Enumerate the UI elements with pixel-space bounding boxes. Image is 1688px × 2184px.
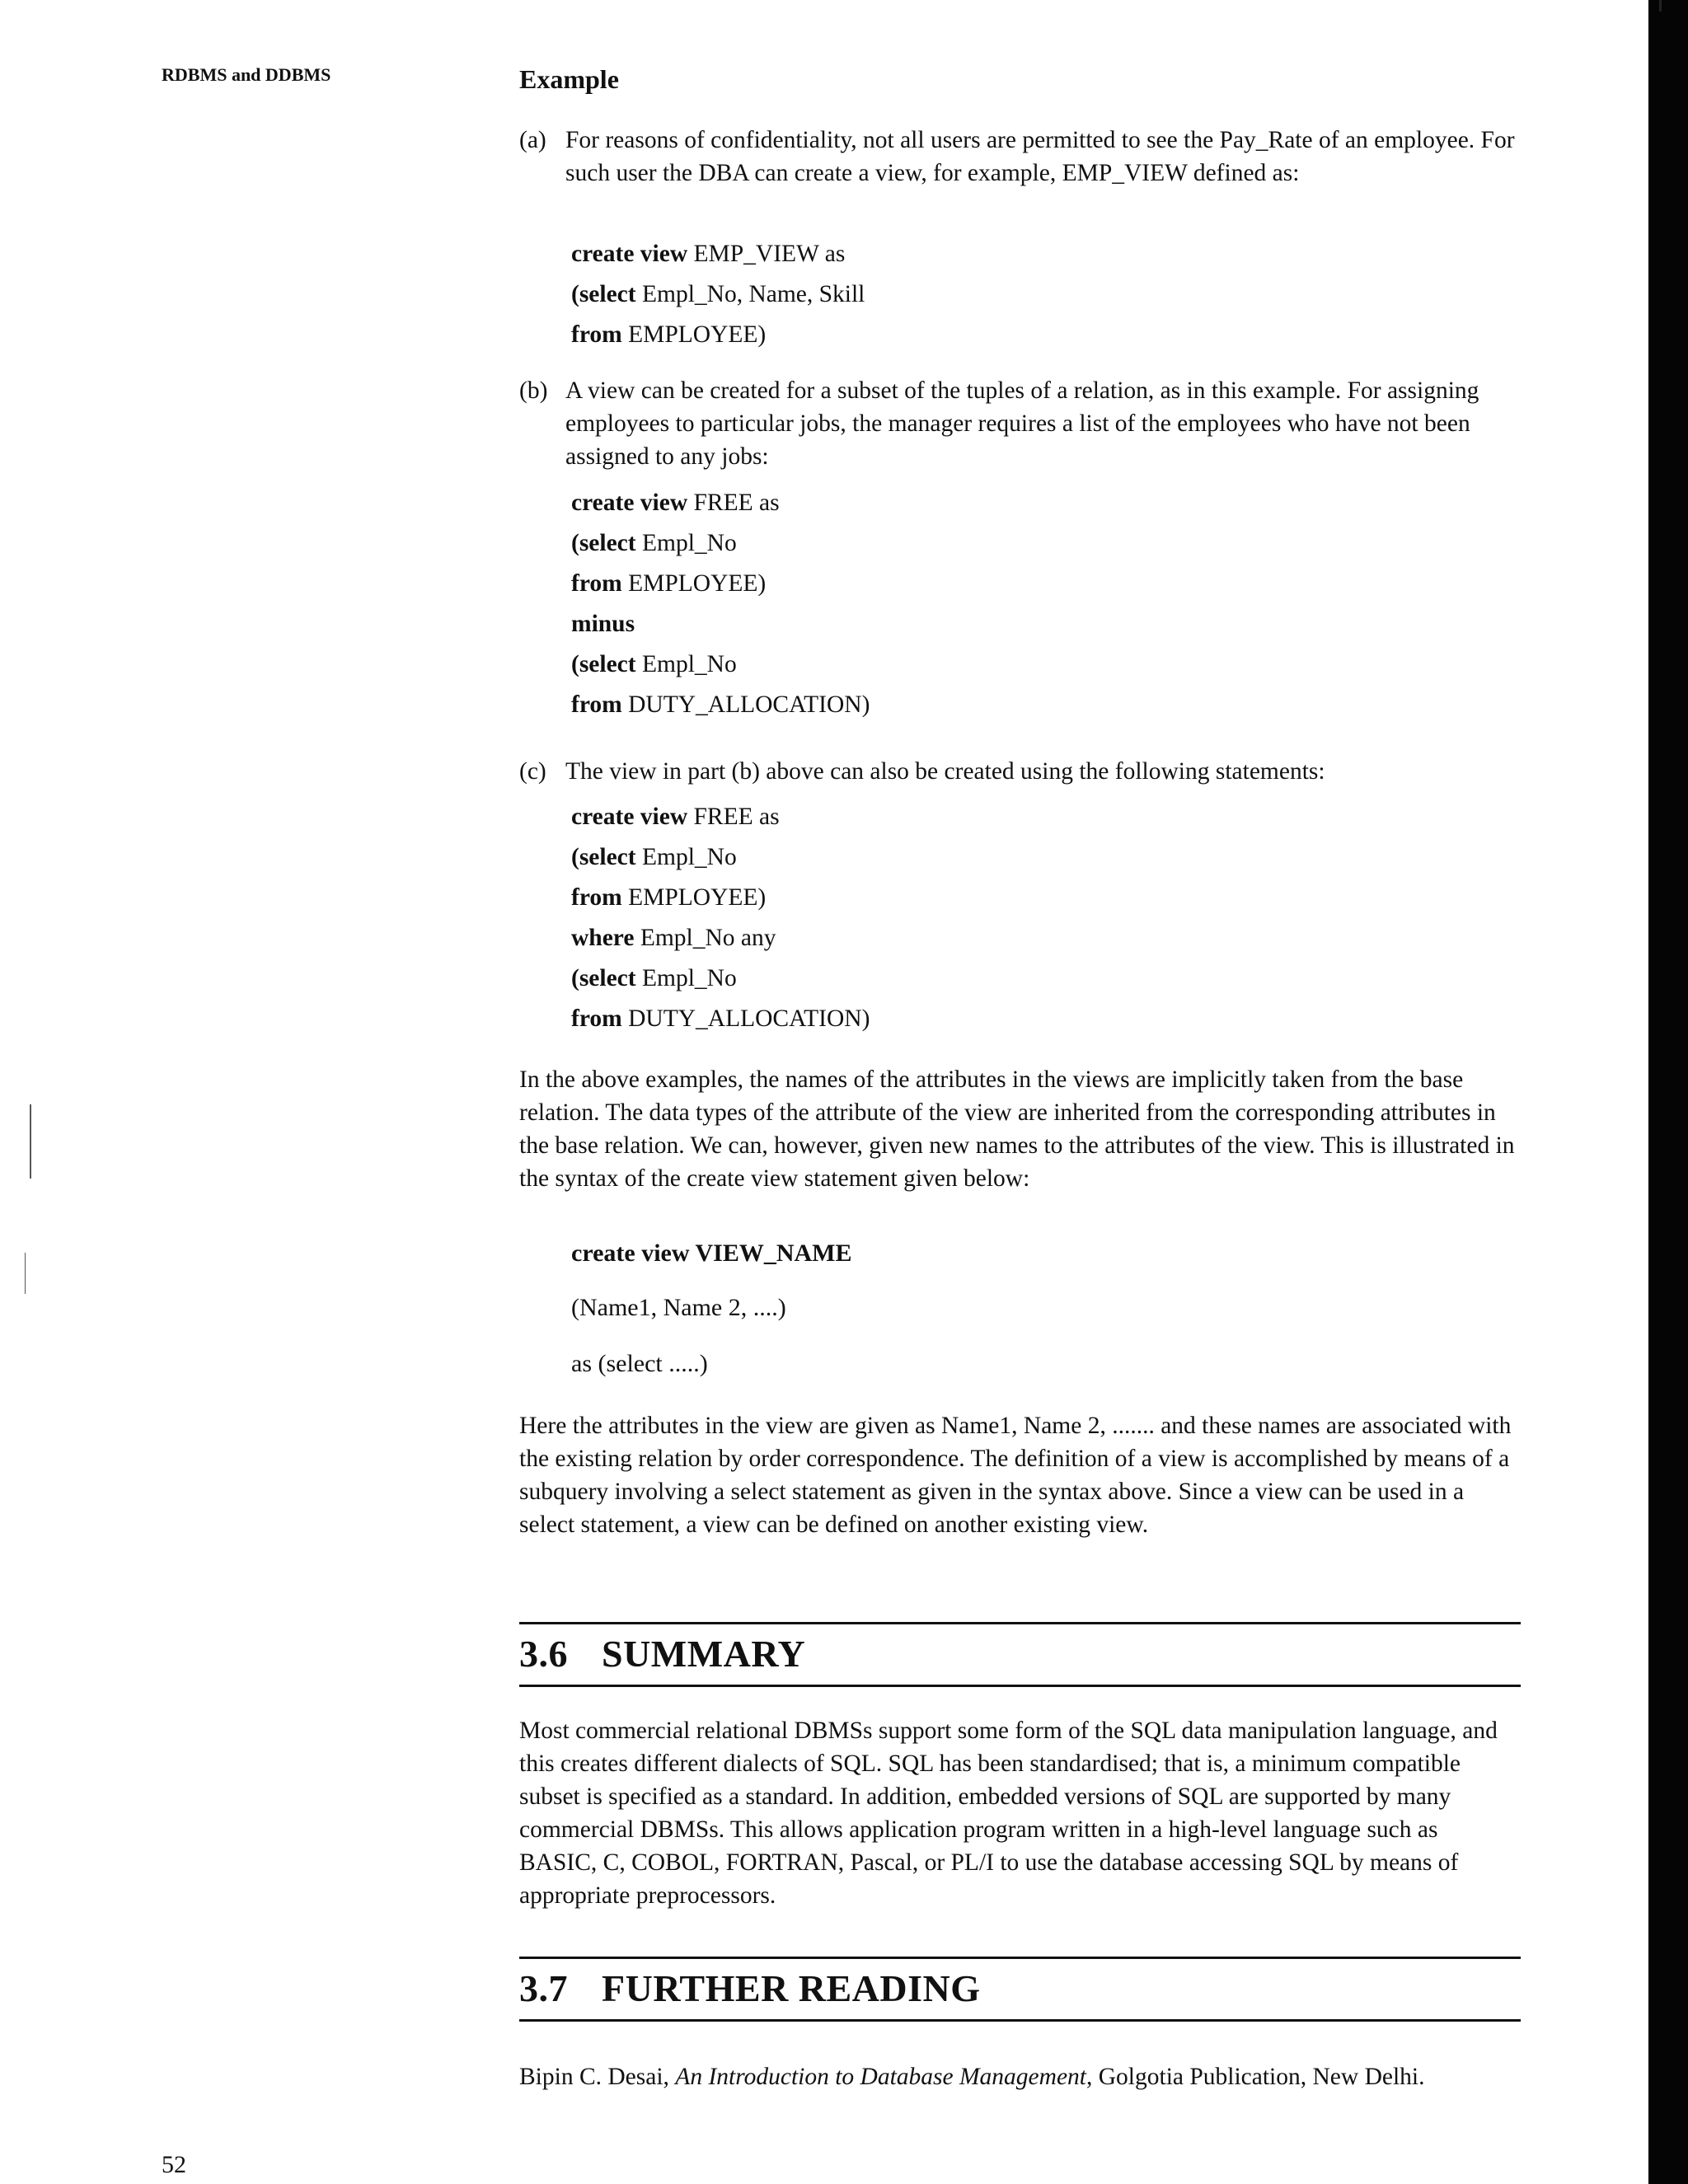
paragraph-attributes-order: Here the attributes in the view are given as Name1, Name 2, ....... and these names are associated with the existing relation by order correspondence. The definition of a view is accomplished by means of a subquery involving a select statement as given in the syntax above. Since a view can be used in a select statement, a view can be defined on another existing view. bbox=[519, 1413, 1512, 1538]
item-text: A view can be created for a subset of the tuples of a relation, as in this example. For assigning employees to particular jobs, the manager requires a list of the employees who have not been assigned to any jobs: bbox=[565, 377, 1479, 470]
list-item-b bbox=[519, 374, 1521, 473]
code-line: (select Empl_No, Name, Skill bbox=[571, 281, 865, 307]
item-text: The view in part (b) above can also be created using the following statements: bbox=[565, 758, 1325, 785]
code-line: where Empl_No any bbox=[571, 925, 776, 951]
item-label: (a) bbox=[519, 127, 546, 153]
code-line: from DUTY_ALLOCATION) bbox=[571, 691, 870, 718]
reference-title: An Introduction to Database Management bbox=[675, 2064, 1086, 2090]
section-rule-top bbox=[519, 1622, 1521, 1624]
list-item-c bbox=[519, 755, 1521, 788]
paragraph-attribute-names: In the above examples, the names of the attributes in the views are implicitly taken from the base relation. The data types of the attribute of the view are inherited from the corresponding attributes in the base relation. We can, however, given new names to the attributes of the view. This is illustrated in the syntax of the create view statement given below: bbox=[519, 1066, 1515, 1192]
item-label: (c) bbox=[519, 758, 546, 785]
code-block-a bbox=[571, 234, 865, 355]
code-line: create view FREE as bbox=[571, 804, 780, 830]
section-rule-top bbox=[519, 1957, 1521, 1959]
list-item-a bbox=[519, 124, 1521, 190]
section-rule-bottom bbox=[519, 1685, 1521, 1687]
scan-mark bbox=[30, 1104, 31, 1179]
code-line: (Name1, Name 2, ....) bbox=[571, 1294, 786, 1321]
code-line: as (select .....) bbox=[571, 1350, 708, 1377]
scan-mark bbox=[1659, 0, 1662, 12]
code-line: create view VIEW_NAME bbox=[571, 1240, 852, 1267]
summary-paragraph: Most commercial relational DBMSs support some form of the SQL data manipulation language, and this creates different dialects of SQL. SQL has been standardised; that is, a minimum compatible subset is specified as a standard. In addition, embedded versions of SQL are supported by many commercial DBMSs. This allows application program written in a high-level language such as BASIC, C, COBOL, FORTRAN, Pascal, or PL/I to use the database accessing SQL by means of appropriate preprocessors. bbox=[519, 1718, 1498, 1909]
code-line: minus bbox=[571, 611, 635, 637]
code-line: from EMPLOYEE) bbox=[571, 884, 767, 911]
section-heading-further-reading: 3.7 FURTHER READING bbox=[519, 1967, 981, 2009]
code-line: (select Empl_No bbox=[571, 844, 737, 870]
code-line: from DUTY_ALLOCATION) bbox=[571, 1005, 870, 1032]
reference-entry: Bipin C. Desai, An Introduction to Database Management, Golgotia Publication, New Delhi. bbox=[519, 2064, 1425, 2090]
page-number: 52 bbox=[162, 2151, 186, 2178]
scanned-page-edge bbox=[1648, 0, 1688, 2184]
code-block-b bbox=[571, 483, 870, 725]
code-line: (select Empl_No bbox=[571, 965, 737, 991]
running-header: RDBMS and DDBMS bbox=[162, 64, 331, 85]
section-heading-summary: 3.6 SUMMARY bbox=[519, 1633, 806, 1675]
example-title: Example bbox=[519, 64, 619, 94]
item-label: (b) bbox=[519, 377, 548, 404]
scan-mark bbox=[25, 1253, 26, 1294]
code-line: create view EMP_VIEW as bbox=[571, 241, 846, 267]
code-line: from EMPLOYEE) bbox=[571, 321, 767, 348]
code-block-c bbox=[571, 797, 870, 1039]
code-line: (select Empl_No bbox=[571, 651, 737, 677]
item-text: For reasons of confidentiality, not all users are permitted to see the Pay_Rate of an employee. For such user the DBA can create a view, for example, EMP_VIEW defined as: bbox=[565, 127, 1515, 186]
code-line: from EMPLOYEE) bbox=[571, 570, 767, 597]
section-rule-bottom bbox=[519, 2019, 1521, 2022]
code-line: (select Empl_No bbox=[571, 530, 737, 556]
code-line: create view FREE as bbox=[571, 490, 780, 516]
